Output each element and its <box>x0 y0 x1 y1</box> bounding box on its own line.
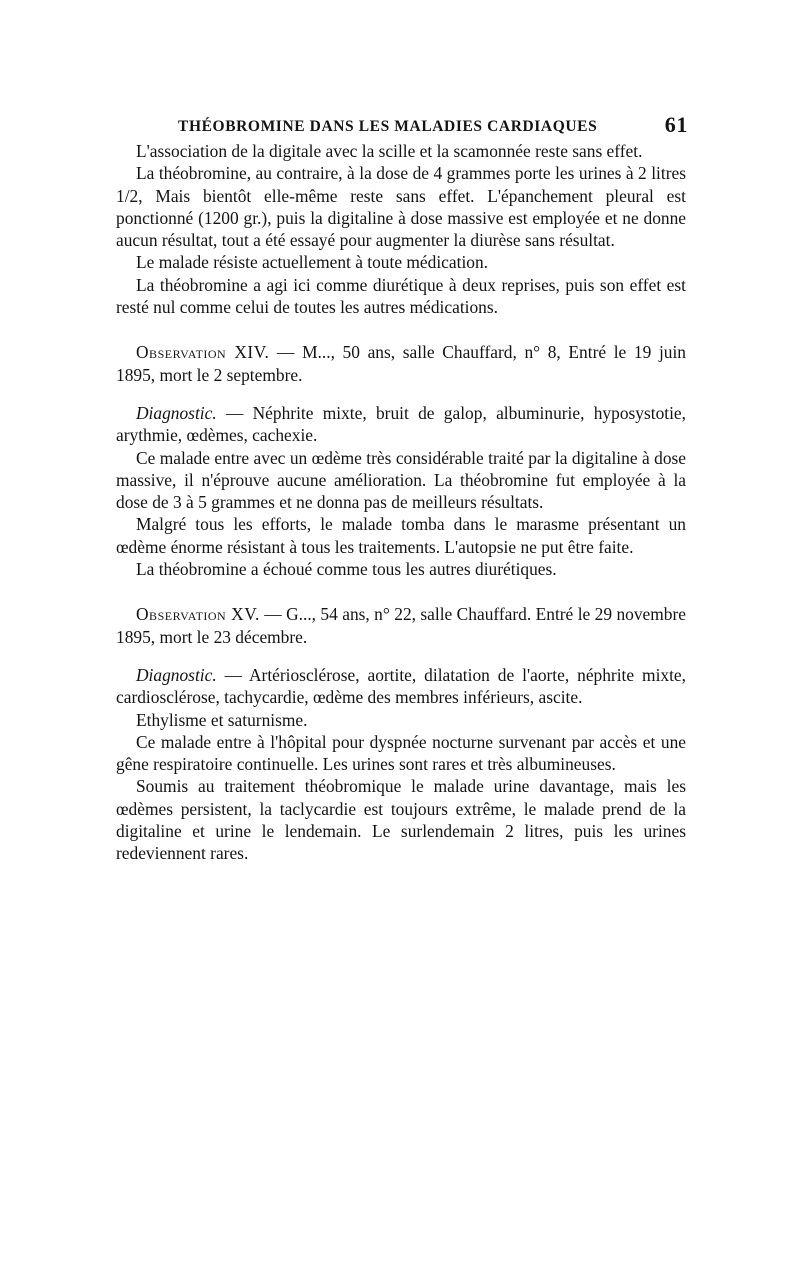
paragraph: La théobromine a échoué comme tous les autres diurétiques. <box>136 559 557 580</box>
observation-heading: Observation XIV. <box>136 342 270 363</box>
paragraph: Ce malade entre à l'hôpital pour dyspnée nocturne survenant par accès et une gêne respiratoire continuelle. Les urines sont rares et très albumineuses. <box>116 731 686 775</box>
section-gap <box>116 318 686 341</box>
section-gap <box>116 580 686 603</box>
diagnostic-paragraph <box>116 664 686 709</box>
paragraph: La théobromine, au contraire, à la dose de 4 grammes porte les urines à 2 litres 1/2, Mais bientôt elle-même reste sans effet. L'épanchement pleural est ponctionné (1200 gr.), puis la digitaline à dose massive est employée et ne donne aucun résultat, tout a été essayé pour augmenter la diurèse sans résultat. <box>116 163 686 251</box>
paragraph: Le malade résiste actuellement à toute médication. <box>136 252 489 273</box>
paragraph: L'association de la digitale avec la scille et la scamonnée reste sans effet. <box>136 141 643 161</box>
paragraph: Ce malade entre avec un œdème très considérable traité par la digitaline à dose massive, il n'éprouve aucune amélioration. La théobromine fut employée à la dose de 3 à 5 grammes et ne donna pas de meilleurs résultats. <box>116 447 686 513</box>
paragraph: Soumis au traitement théobromique le malade urine davantage, mais les œdèmes persistent, la taclycardie est toujours extrême, le malade prend de la digitaline et urine le lendemain. Le surlendemain 2 litres, puis les urines redeviennent rares. <box>116 776 686 864</box>
section-gap <box>116 648 686 664</box>
observation-xv-header <box>116 603 686 648</box>
observation-heading: Observation XV. <box>136 604 260 625</box>
diagnostic-text: — Artériosclérose, aortite, dilatation de l'aorte, néphrite mixte, cardiosclérose, tachycardie, œdème des membres inférieurs, ascite. <box>116 664 686 708</box>
diagnostic-label: Diagnostic. <box>136 664 217 685</box>
page-number: 61 <box>664 112 688 137</box>
book-page <box>116 108 686 865</box>
diagnostic-label: Diagnostic. <box>136 402 217 423</box>
observation-xiv-header <box>116 341 686 386</box>
diagnostic-paragraph <box>116 402 686 447</box>
observation-details: — M..., 50 ans, salle Chauffard, n° 8, Entré le 19 juin 1895, mort le 2 septembre. <box>116 342 686 385</box>
paragraph: Malgré tous les efforts, le malade tomba dans le marasme présentant un œdème énorme résistant à tous les traitements. L'autopsie ne put être faite. <box>116 514 686 557</box>
paragraph: Ethylisme et saturnisme. <box>136 709 308 730</box>
diagnostic-text: — Néphrite mixte, bruit de galop, albuminurie, hyposystotie, arythmie, œdèmes, cachexie. <box>116 402 686 446</box>
paragraph: La théobromine a agi ici comme diurétique à deux reprises, puis son effet est resté nul comme celui de toutes les autres médications. <box>116 274 686 318</box>
observation-details: — G..., 54 ans, n° 22, salle Chauffard. Entré le 29 novembre 1895, mort le 23 décembre. <box>116 604 686 647</box>
running-head <box>116 108 686 140</box>
section-gap <box>116 386 686 402</box>
running-title: THÉOBROMINE DANS LES MALADIES CARDIAQUES <box>178 118 598 135</box>
